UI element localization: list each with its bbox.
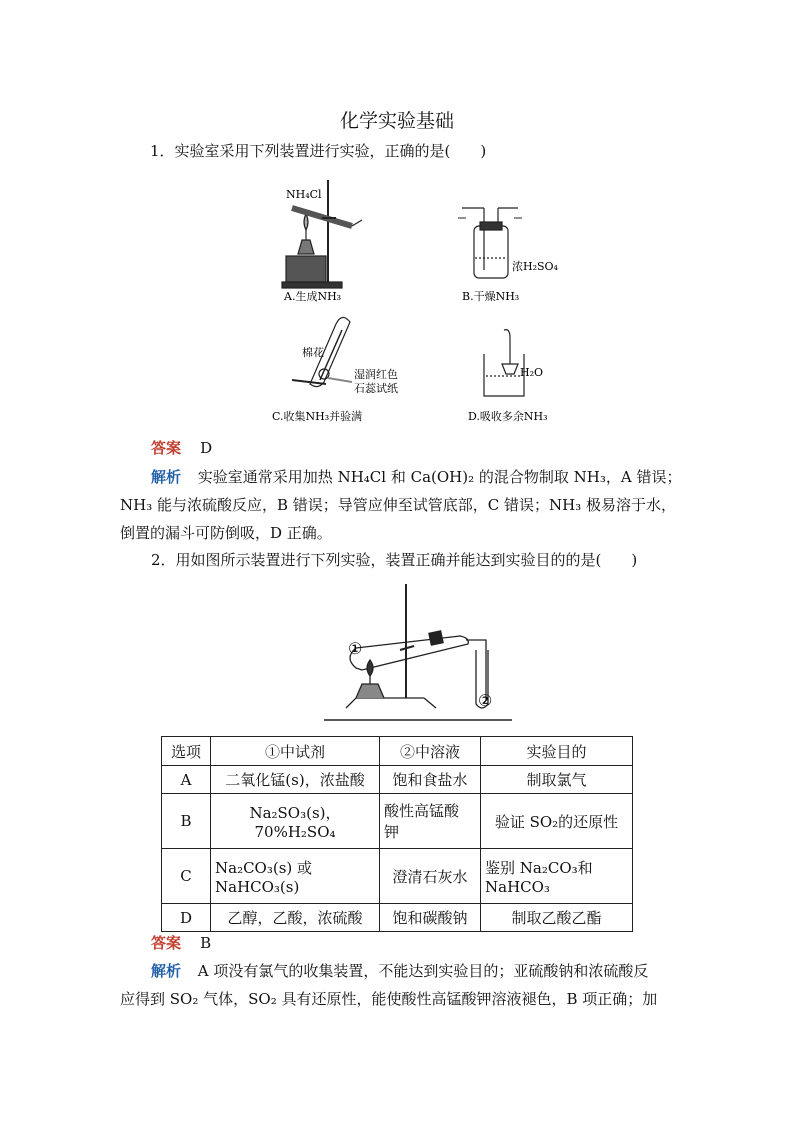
table-cell: 制取乙酸乙酯 [481,904,633,932]
stand-base [346,698,436,708]
table-cell: 制取氯气 [481,766,633,794]
table-cell-line: Na₂CO₃(s) 或 [215,858,313,877]
answer-label-2: 答案 [151,934,182,952]
table-cell: B [162,794,211,849]
label-cotton: 棉花 [302,346,324,359]
analysis-label-2: 解析 [151,962,182,980]
label-nh4cl: NH₄Cl [286,188,322,201]
label-paper-2: 石蕊试纸 [354,382,398,395]
table-header: 实验目的 [481,737,633,766]
table-cell-line: 酸性高锰酸 [384,802,460,820]
table-cell: 澄清石灰水 [380,849,481,904]
delivery-tube [504,330,510,364]
table-cell: 二氧化锰(s)，浓盐酸 [211,766,380,794]
analysis-2-line-1: A 项没有氯气的收集装置，不能达到实验目的；亚硫酸钠和浓硫酸反 [197,962,649,980]
flame [304,214,308,230]
caption-c: C.收集NH₃并验满 [272,410,363,423]
table-cell-line: NaHCO₃(s) [215,877,300,896]
table-cell-line: 钾 [384,823,400,841]
alcohol-lamp [298,240,314,254]
caption-a: A.生成NH₃ [284,290,342,303]
table-header: ①中试剂 [211,737,380,766]
funnel [502,364,518,374]
apparatus-d-absorbing [484,330,524,396]
label-paper-1: 湿润红色 [354,368,398,381]
page-title: 化学实验基础 [339,110,454,132]
table-cell [380,794,481,849]
label-conc-h2so4: 浓H₂SO₄ [512,260,558,273]
table-cell: C [162,849,211,904]
label-water: H₂O [520,366,544,379]
caption-d: D.吸收多余NH₃ [468,410,548,423]
question-1-figure [262,178,582,428]
alcohol-lamp [356,684,384,698]
answer-value-2: B [200,934,212,952]
answer-value-1: D [200,439,213,457]
analysis-1-line-3: 倒置的漏斗可防倒吸，D 正确。 [120,524,332,542]
table-header: 选项 [162,737,211,766]
table-header-row [162,737,633,766]
question-1-stem: 1．实验室采用下列装置进行实验，正确的是( ) [150,142,487,160]
wood-block [286,256,326,282]
marker-1: ① [348,639,363,658]
table-cell-line: 鉴别 Na₂CO₃和 [485,858,593,877]
table-header: ②中溶液 [380,737,481,766]
analysis-1-line-2: NH₃ 能与浓硫酸反应，B 错误；导管应伸至试管底部，C 错误；NH₃ 极易溶于水， [120,496,677,514]
table-cell: Na₂SO₃(s)，70%H₂SO₄ [211,794,380,849]
stand-base [282,282,342,288]
table-cell: 饱和碳酸钠 [380,904,481,932]
table-cell: 验证 SO₂的还原性 [481,794,633,849]
question-2-stem: 2．用如图所示装置进行下列实验，装置正确并能达到实验目的的是( ) [151,551,638,569]
options-table [161,736,633,932]
table-cell [481,849,633,904]
table-cell-line: NaHCO₃ [485,877,550,896]
answer-label-1: 答案 [151,439,182,457]
analysis-label-1: 解析 [151,468,182,486]
table-cell: A [162,766,211,794]
beaker [484,354,524,396]
table-row [162,849,633,904]
marker-2: ② [478,691,493,710]
analysis-2-line-2: 应得到 SO₂ 气体，SO₂ 具有还原性，能使酸性高锰酸钾溶液褪色，B 项正确；加 [120,990,658,1008]
table-row [162,794,633,849]
flame [367,660,373,676]
caption-b: B.干燥NH₃ [462,290,520,303]
table-cell: 乙醇，乙酸，浓硫酸 [211,904,380,932]
table-row [162,766,633,794]
table-cell [211,849,380,904]
analysis-1-line-1: 实验室通常采用加热 NH₄Cl 和 Ca(OH)₂ 的混合物制取 NH₃，A 错误； [197,468,682,486]
question-2-figure [320,580,520,726]
gas-bottle [474,226,508,278]
table-cell: 饱和食盐水 [380,766,481,794]
table-row [162,904,633,932]
table-cell: D [162,904,211,932]
